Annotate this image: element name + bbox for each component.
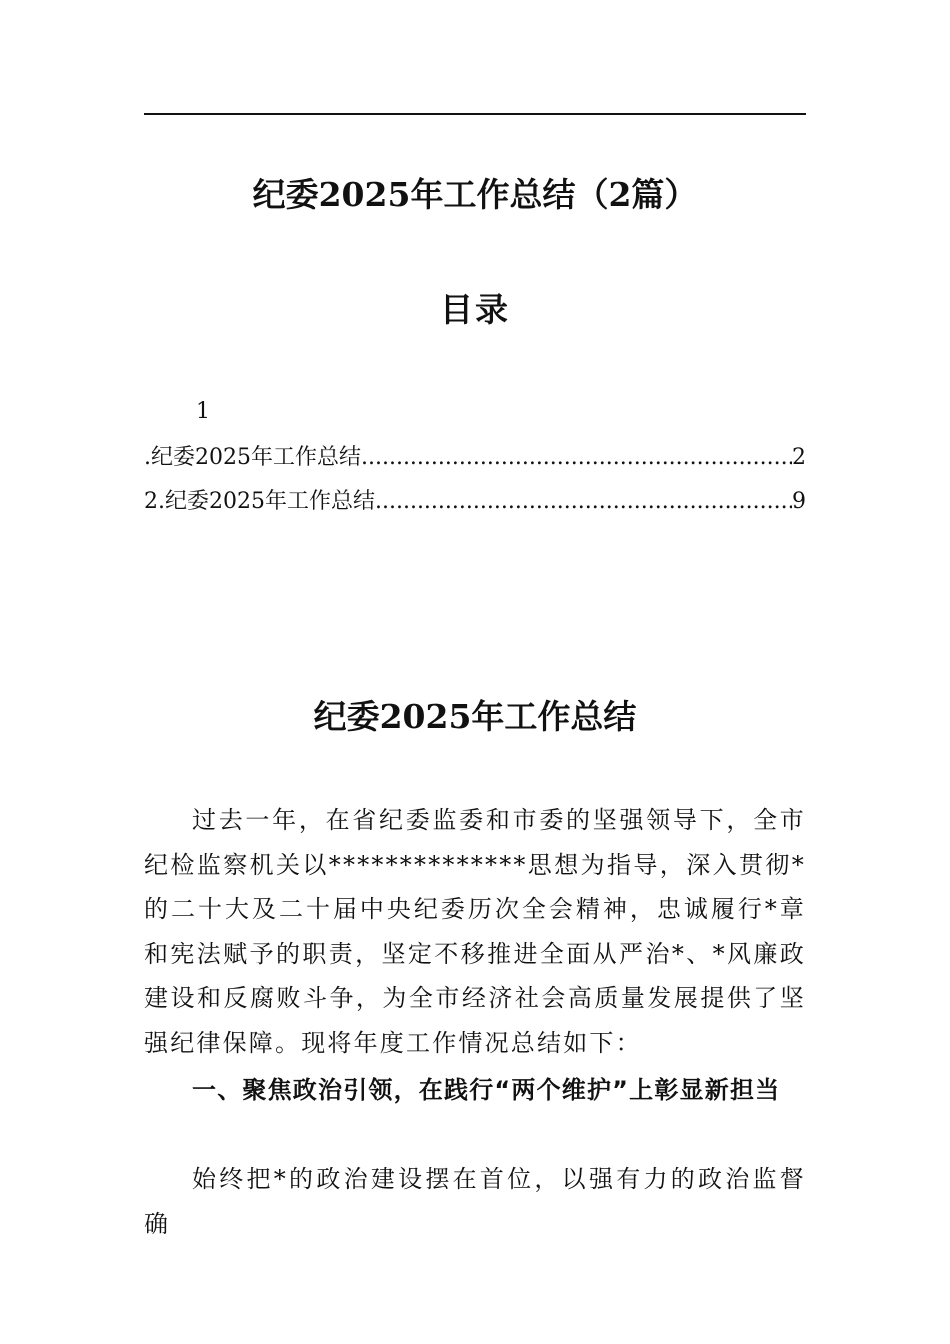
toc-leader-dots: [361, 442, 792, 474]
toc-entry-1[interactable]: [144, 442, 806, 474]
section-heading-1: 一、聚焦政治引领，在践行“两个维护”上彰显新担当: [192, 1076, 781, 1104]
document-title: 纪委2025年工作总结（2篇）: [252, 175, 698, 214]
toc-entry-2-label: 2.纪委2025年工作总结: [144, 489, 375, 514]
toc-entry-2-page: 9: [792, 489, 806, 514]
toc-entry-1-page: 2: [792, 445, 806, 470]
toc-entry-1-number: 1: [196, 399, 210, 424]
toc-entry-2[interactable]: [144, 486, 806, 518]
header-rule: [144, 113, 806, 115]
toc-heading: 目录: [440, 290, 510, 329]
toc-entry-1-label: .纪委2025年工作总结: [144, 445, 361, 470]
intro-paragraph: 过去一年，在省纪委监委和市委的坚强领导下，全市纪检监察机关以**************思想为指导，深入贯彻*的二十大及二十届中央纪委历次全会精神，忠诚履行*章和宪法赋予的职责，坚定不移推进全面从严治*、*风廉政建设和反腐败斗争，为全市经济社会高质量发展提供了坚强纪律保障。现将年度工作情况总结如下：: [144, 806, 806, 1057]
toc-leader-dots: [375, 486, 792, 518]
section-title: 纪委2025年工作总结: [313, 697, 637, 736]
body-paragraph-2: 始终把*的政治建设摆在首位，以强有力的政治监督确: [144, 1165, 806, 1238]
